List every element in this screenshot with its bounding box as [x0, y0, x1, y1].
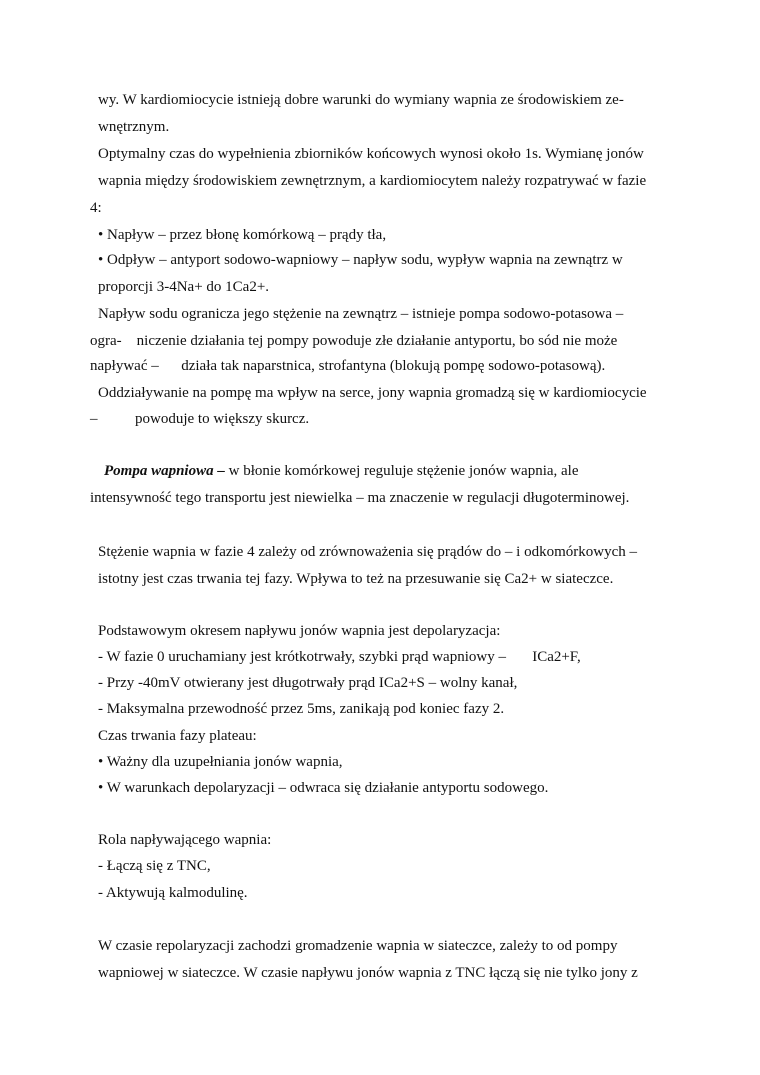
text-line: Oddziaływanie na pompę ma wpływ na serce, jony wapnia gromadzą się w kardiomiocycie: [98, 385, 647, 401]
text-line: – powoduje to większy skurcz.: [90, 411, 310, 427]
pompa-heading: Pompa wapniowa –: [104, 463, 225, 479]
list-item: - Maksymalna przewodność przez 5ms, zanikają pod koniec fazy 2.: [98, 701, 505, 717]
pompa-paragraph: [104, 462, 579, 480]
text-line: Czas trwania fazy plateau:: [98, 728, 257, 744]
text-line: istotny jest czas trwania tej fazy. Wpływa to też na przesuwanie się Ca2+ w siateczce.: [98, 571, 614, 587]
bullet-item: • W warunkach depolaryzacji – odwraca się działanie antyportu sodowego.: [98, 780, 549, 796]
text-line: 4:: [90, 200, 102, 216]
text-line: ogra- niczenie działania tej pompy powoduje złe działanie antyportu, bo sód nie może: [90, 333, 618, 349]
bullet-item: • Odpływ – antyport sodowo-wapniowy – napływ sodu, wypływ wapnia na zewnątrz w: [98, 252, 623, 268]
bullet-item: • Ważny dla uzupełniania jonów wapnia,: [98, 754, 343, 770]
text-line: proporcji 3-4Na+ do 1Ca2+.: [98, 279, 270, 295]
list-item: - W fazie 0 uruchamiany jest krótkotrwały, szybki prąd wapniowy – ICa2+F,: [98, 649, 581, 665]
text-line: wapnia między środowiskiem zewnętrznym, a kardiomiocytem należy rozpatrywać w fazie: [98, 173, 647, 189]
text-line: Optymalny czas do wypełnienia zbiorników końcowych wynosi około 1s. Wymianę jonów: [98, 146, 644, 162]
text-line: wy. W kardiomiocycie istnieją dobre warunki do wymiany wapnia ze środowiskiem ze-: [98, 92, 624, 108]
text-line: Podstawowym okresem napływu jonów wapnia jest depolaryzacja:: [98, 623, 501, 639]
text-line: Napływ sodu ogranicza jego stężenie na zewnątrz – istnieje pompa sodowo-potasowa –: [98, 306, 624, 322]
text-line: wapniowej w siateczce. W czasie napływu jonów wapnia z TNC łączą się nie tylko jony z: [98, 965, 638, 981]
text-line: intensywność tego transportu jest niewielka – ma znaczenie w regulacji długoterminowej.: [90, 490, 630, 506]
text-line: wnętrznym.: [98, 119, 170, 135]
text-line: Rola napływającego wapnia:: [98, 832, 272, 848]
text-line: W czasie repolaryzacji zachodzi gromadzenie wapnia w siateczce, zależy to od pompy: [98, 938, 618, 954]
pompa-text: w błonie komórkowej reguluje stężenie jonów wapnia, ale: [224, 463, 579, 479]
text-line: Stężenie wapnia w fazie 4 zależy od zrównoważenia się prądów do – i odkomórkowych –: [98, 544, 637, 560]
bullet-item: • Napływ – przez błonę komórkową – prądy tła,: [98, 227, 387, 243]
list-item: - Łączą się z TNC,: [98, 858, 211, 874]
list-item: - Aktywują kalmodulinę.: [98, 885, 248, 901]
text-line: napływać – działa tak naparstnica, strofantyna (blokują pompę sodowo-potasową).: [90, 358, 606, 374]
list-item: - Przy -40mV otwierany jest długotrwały prąd ICa2+S – wolny kanał,: [98, 675, 518, 691]
